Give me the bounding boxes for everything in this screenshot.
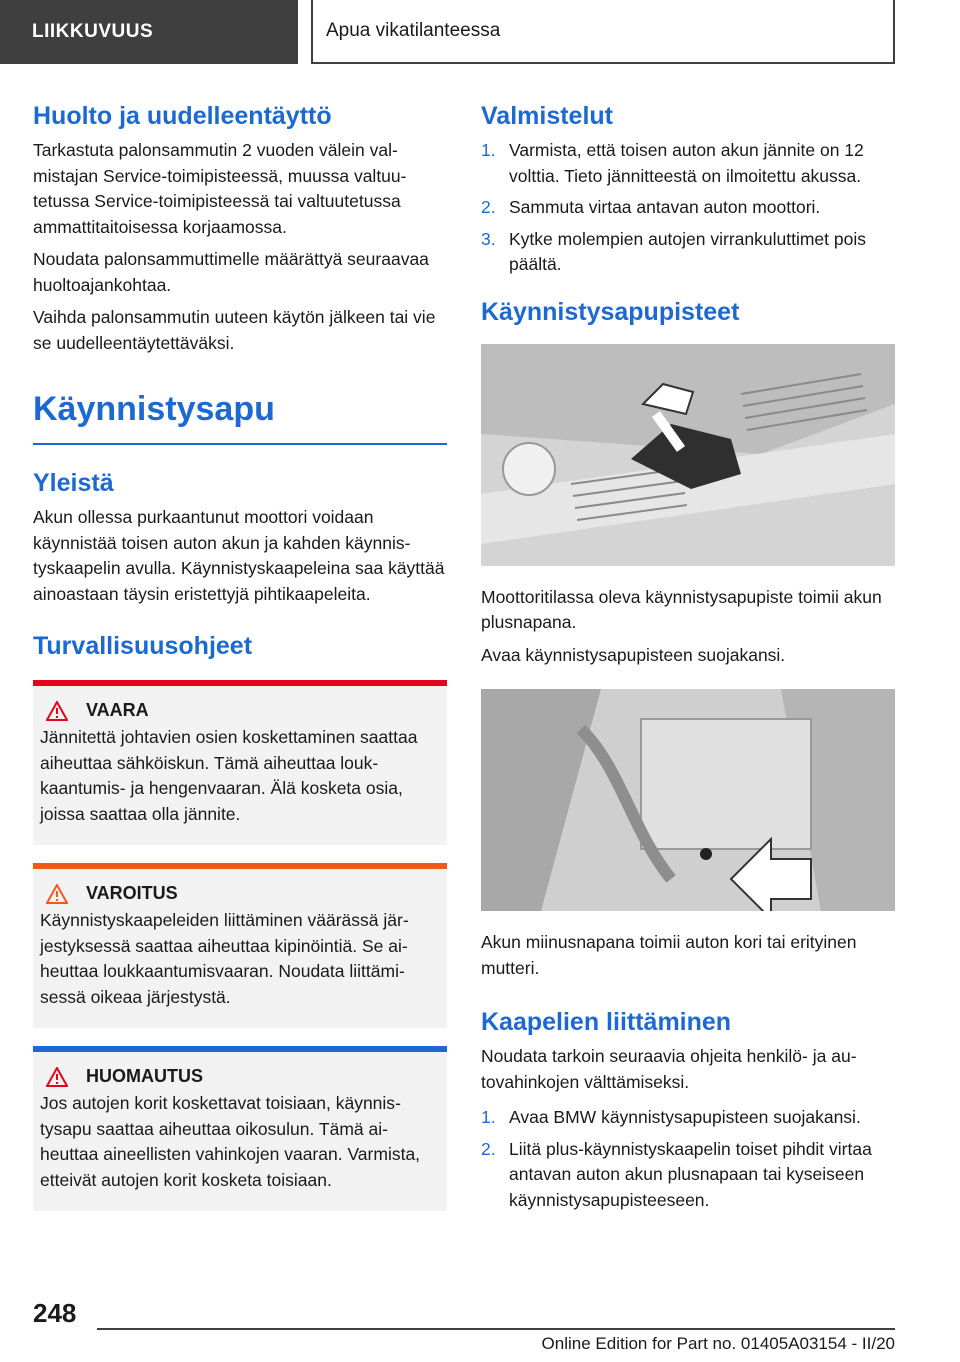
warning-text: Jos autojen korit koskettavat toisiaan, käynnistysapu saattaa aiheuttaa oikosulun. Tämä aiheuttaa aineellisten vahinkojen vaaran. Varmista, etteivät autojen korit kosketa toisiaan. [40,1093,421,1190]
list-item: 1. Avaa BMW käynnistysapupisteen suojakansi. [481,1107,861,1127]
right-column [481,100,895,1223]
warning-triangle-icon [46,884,68,904]
list-item: 2. Sammuta virtaa antavan auton moottori. [481,197,821,217]
connect-steps [481,1105,895,1213]
warning-text: Jännitettä johtavien osien koskettaminen saattaa aiheuttaa sähköiskun. Tämä aiheuttaa loukkaantumis- ja hengenvaaran. Älä kosketa osia, joissa saattaa olla jännite. [40,727,418,824]
maintenance-heading: Huolto ja uudelleentäyttö [33,102,332,130]
warning-title: VAROITUS [46,883,440,904]
engine-bay-photo-negative [481,689,895,911]
warning-title: HUOMAUTUS [46,1066,440,1087]
photo-caption: Moottoritilassa oleva käynnistysapupiste toimii akun plusnapana. [481,586,882,632]
photo-caption: Avaa käynnistysapupisteen suojakansi. [481,644,786,665]
warning-title: VAARA [46,700,440,721]
list-item: 3. Kytke molempien autojen virrankuluttimet pois päältä. [481,228,866,274]
warning-box-caution [33,863,447,1028]
maintenance-paragraph: Vaihda palonsammutin uuteen käytön jälkeen tai vie se uudelleentäytettäväksi. [33,307,436,353]
warning-box-notice [33,1046,447,1211]
left-column [33,100,447,1229]
warning-box-danger [33,680,447,845]
connect-intro: Noudata tarkoin seuraavia ohjeita henkilö- ja autovahinkojen välttämiseksi. [481,1046,857,1092]
prep-heading: Valmistelut [481,102,613,130]
chapter-tab: Apua vikatilanteessa [311,0,895,64]
edition-text: Online Edition for Part no. 01405A03154 - II/20 [541,1334,895,1353]
warning-text: Käynnistyskaapeleiden liittäminen väärässä järjestyksessä saattaa aiheuttaa kipinöintiä. Se aiheuttaa loukkaantumisvaaran. Noudata liittämisessä oikeaa järjestystä. [40,910,409,1007]
list-item: 2. Liitä plus-käynnistyskaapelin toiset pihdit virtaa antavan auton akun plusnapaan tai kyseiseen käynnistysapupisteeseen. [481,1138,872,1210]
heading-rule [33,443,447,445]
section-tab: LIIKKUVUUS [0,0,298,64]
engine-bay-photo-positive [481,344,895,566]
list-item: 1. Varmista, että toisen auton akun jännite on 12 volttia. Tieto jännitteestä on ilmoitettu akussa. [481,140,864,186]
connect-heading: Kaapelien liittäminen [481,1008,732,1036]
footer-rule [97,1328,895,1330]
general-heading: Yleistä [33,469,114,497]
warning-triangle-icon [46,1067,68,1087]
maintenance-paragraph: Tarkastuta palonsammutin 2 vuoden välein valmistajan Service-toimipisteessä, muussa valtuutetussa Service-toimipisteessä tai valtuutetussa ammattitaitoisessa korjaamossa. [33,140,407,237]
safety-heading: Turvallisuusohjeet [33,632,253,660]
warning-triangle-icon [46,701,68,721]
page-number: 248 [33,1298,77,1328]
maintenance-paragraph: Noudata palonsammuttimelle määrättyä seuraavaa huoltoajankohtaa. [33,249,429,295]
general-paragraph: Akun ollessa purkaantunut moottori voidaan käynnistää toisen auton akun ja kahden käynnistyskaapelin avulla. Käynnistyskaapeleina saa käyttää ainoastaan täysin eristettyjä pihtikaapeleita. [33,507,445,604]
points-heading: Käynnistysapupisteet [481,297,740,326]
jumpstart-heading: Käynnistysapu [33,390,275,428]
prep-steps [481,138,895,278]
photo-caption: Akun miinusnapana toimii auton kori tai erityinen mutteri. [481,932,857,978]
